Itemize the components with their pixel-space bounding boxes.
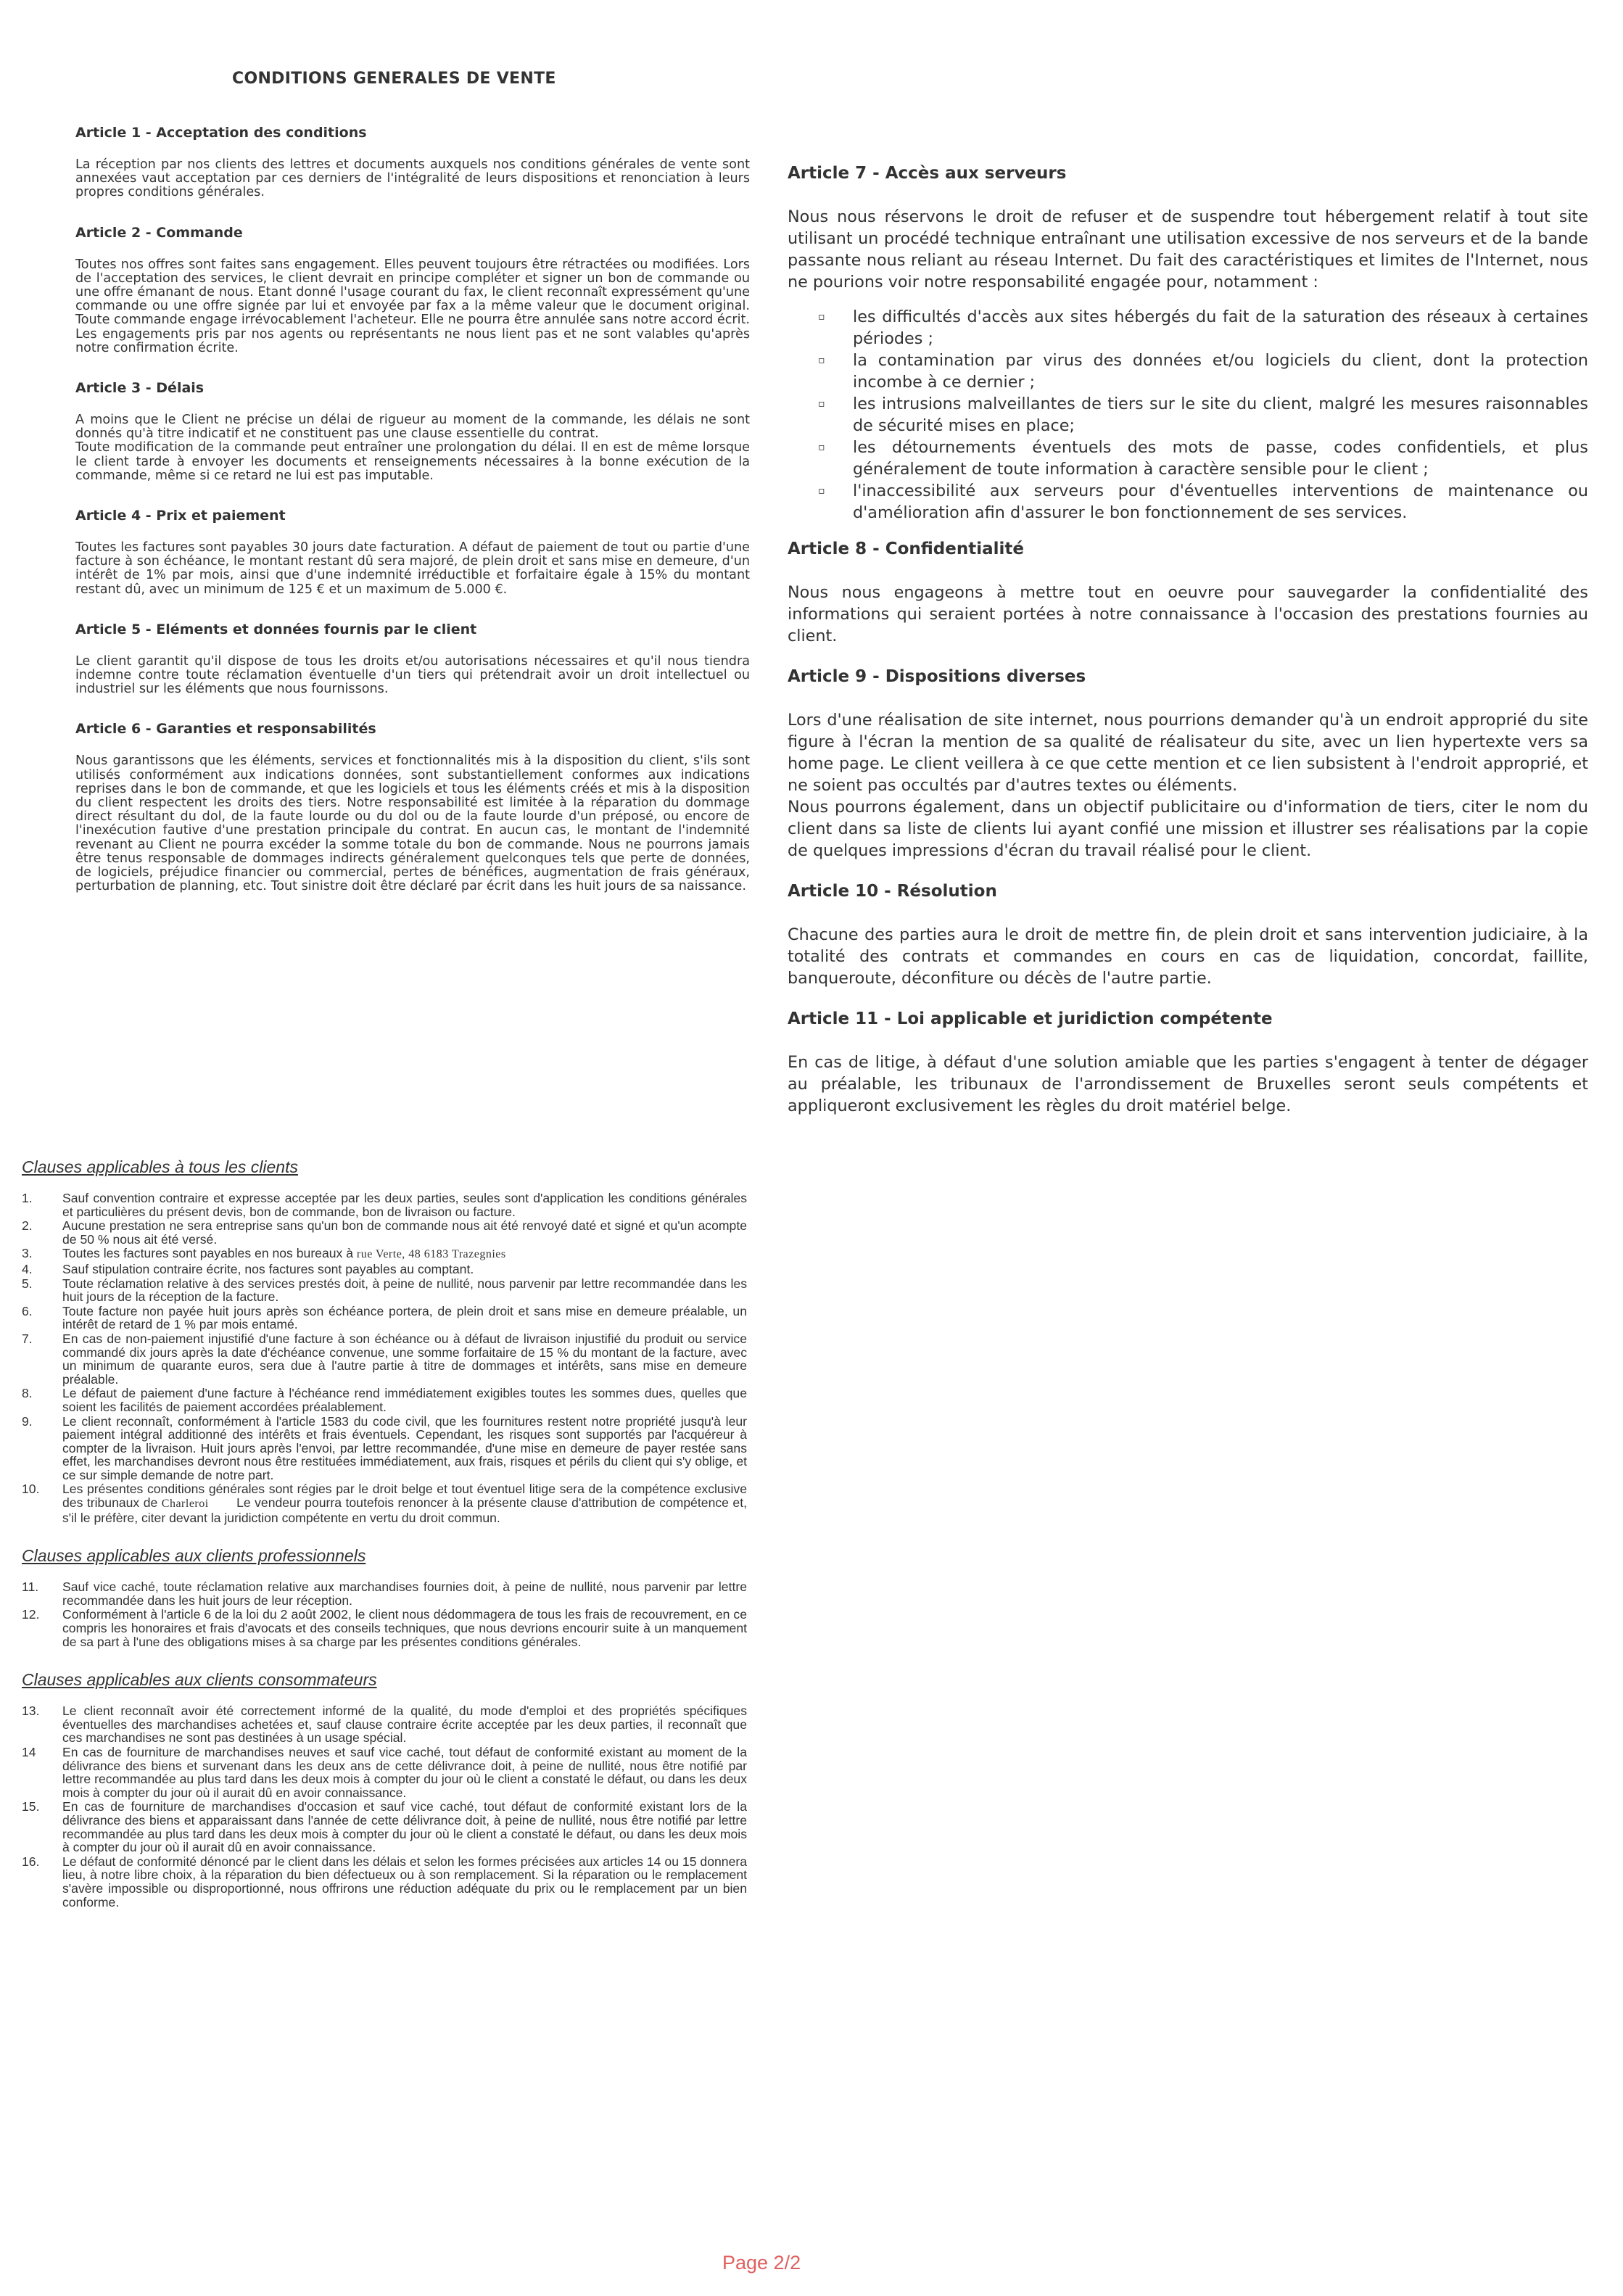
item-text: Le vendeur pourra toutefois renoncer à la présente clause d'attribution de compétence et, s'il le préfère, citer devant la juridiction compétente en vertu du droit commun.: [62, 1495, 747, 1525]
article-body: [75, 541, 750, 597]
article-heading: Article 8 - Confidentialité: [788, 540, 1025, 558]
list-item-text: les difficultés d'accès aux sites hébergés du fait de la saturation des réseaux à certaines périodes ;: [853, 307, 1588, 348]
numbered-list: [22, 1580, 747, 1648]
item-text: Le client reconnaît, conformément à l'article 1583 du code civil, que les fournitures restent notre propriété jusqu'à leur paiement intégral additionné des intérêts et frais éventuels. Cependant, les risques sont supportés par l'acquéreur à compter de la livraison. Huit jours après l'envoi, par lettre recommandée, d'une mise en demeure de payer restée sans effet, les marchandises devront nous être restituées immédiatement, aux frais, risques et périls du client qui s'y oblige, et ce sur simple demande de notre part.: [62, 1413, 747, 1482]
bullet-list: [788, 306, 1588, 524]
paragraph: Nous pourrons également, dans un objectif publicitaire ou d'information de tiers, citer le nom du client dans sa liste de clients lui ayant confié une mission et illustrer ses réalisations par la copie de quelques impressions d'écran du travail réalisé pour le client.: [788, 798, 1588, 860]
article-body: [75, 158, 750, 200]
item-number: 11.: [22, 1579, 39, 1595]
section-heading: Clauses applicables aux clients professionnels: [22, 1546, 366, 1566]
item-number: 10.: [22, 1482, 40, 1497]
page-number: Page 2/2: [722, 2252, 801, 2274]
square-bullet-icon: ▫: [818, 355, 825, 366]
list-item: [22, 1277, 747, 1304]
item-text: Les présentes conditions générales sont régies par le droit belge et tout éventuel litige sera de la compétence exclusive des tribunaux de: [62, 1482, 747, 1511]
numbered-list: [22, 1704, 747, 1909]
article-heading: Article 6 - Garanties et responsabilités: [75, 721, 376, 738]
item-text: En cas de non-paiement injustifié d'une facture à son échéance ou à défaut de livraison injustifié du produit ou service commandé dix jours après la date d'échéance convenue, une somme forfaitaire de 15 % du montant de la facture, avec un minimum de quarante euros, sera due à l'autre partie à titre de dommages et intérêts, sans mise en demeure préalable.: [62, 1331, 747, 1387]
article-body: [75, 258, 750, 355]
paragraph: Nous garantissons que les éléments, services et fonctionnalités mis à la disposition du client, s'ils sont utilisés conformément aux indications données, sont substantiellement conformes aux indications reprises dans le bon de commande, et que les logiciels et tous les éléments créés et mis à la disposition du client respectent les droits des tiers. Notre responsabilité est limitée à la réparation du dommage direct résultant du dol, de la faute lourde ou du dol ou de la faute lourde d'un préposé, ou encore de l'inexécution fautive d'une prestation principale du contrat. En aucun cas, le montant de l'indemnité revenant au Client ne pourra excéder la somme totale du bon de commande. Nous ne pourrons jamais être tenus responsable de dommages indirects généralement quelconques tels que perte de données, de logiciels, préjudice financier ou commercial, pertes de bénéfices, augmentation de frais généraux, perturbation de planning, etc. Tout sinistre doit être déclaré par écrit dans les huit jours de sa naissance.: [75, 753, 750, 894]
list-item: [22, 1746, 747, 1799]
paragraph: Chacune des parties aura le droit de mettre fin, de plein droit et sans intervention judiciaire, à la totalité des contrats et commandes en cours en cas de liquidation, concordat, faillite, banqueroute, déconfiture ou décès de l'autre partie.: [788, 925, 1588, 988]
item-text: Sauf stipulation contraire écrite, nos factures sont payables au comptant.: [62, 1261, 474, 1276]
numbered-list: [22, 1192, 747, 1524]
article-body: [788, 924, 1588, 989]
article-4: [75, 508, 750, 597]
office-address: rue Verte, 48 6183 Trazegnies: [356, 1248, 506, 1261]
article-heading: Article 1 - Acceptation des conditions: [75, 125, 367, 141]
left-column: [75, 125, 750, 919]
item-text: En cas de fourniture de marchandises neuves et sauf vice caché, tout défaut de conformité existant au moment de la délivrance des biens et survenant dans les deux ans de cette délivrance doit, à peine de nullité, nous être notifié par lettre recommandée au plus tard dans les deux mois à compter du jour où le client a constaté le défaut, ou dans les deux mois à compter du jour où il aurait dû en avoir connaissance.: [62, 1745, 747, 1800]
item-text: Aucune prestation ne sera entreprise sans qu'un bon de commande nous ait été renvoyé daté et signé et qu'un acompte de 50 % nous ait été versé.: [62, 1218, 747, 1247]
list-item-text: l'inaccessibilité aux serveurs pour d'éventuelles interventions de maintenance ou d'amélioration afin d'assurer le bon fonctionnement de ses services.: [853, 482, 1588, 522]
paragraph: En cas de litige, à défaut d'une solution amiable que les parties s'engagent à tenter de dégager au préalable, les tribunaux de l'arrondissement de Bruxelles seront seuls compétents et appliqueront exclusivement les règles du droit matériel belge.: [788, 1053, 1588, 1115]
item-number: 5.: [22, 1276, 33, 1291]
list-item: [22, 1800, 747, 1854]
item-text: Le défaut de conformité dénoncé par le client dans les délais et selon les formes précisées aux articles 14 ou 15 donnera lieu, à notre libre choix, à la réparation du bien défectueux ou à son remplacement. Si la réparation ou le remplacement s'avère impossible ou disproportionné, nous offrirons une réduction adéquate du prix ou le remplacement par un bien conforme.: [62, 1854, 747, 1909]
article-1: [75, 125, 750, 200]
list-item: [22, 1704, 747, 1745]
list-item: [22, 1247, 747, 1262]
item-text: Conformément à l'article 6 de la loi du 2 août 2002, le client nous dédommagera de tous les frais de recouvrement, en ce compris les honoraires et frais d'avocats et des conseils techniques, que nous devrions encourir suite à un manquement de sa part à l'une des obligations mises à sa charge par les présentes conditions générales.: [62, 1607, 747, 1649]
court-name: Charleroi: [161, 1498, 209, 1511]
article-heading: Article 5 - Eléments et données fournis par le client: [75, 621, 477, 637]
article-heading: Article 2 - Commande: [75, 224, 243, 241]
article-6: [75, 721, 750, 893]
article-body: [788, 1052, 1588, 1117]
list-item: [22, 1608, 747, 1648]
article-heading: Article 4 - Prix et paiement: [75, 508, 286, 524]
article-heading: Article 9 - Dispositions diverses: [788, 667, 1086, 686]
square-bullet-icon: ▫: [818, 398, 825, 410]
item-text: En cas de fourniture de marchandises d'occasion et sauf vice caché, tout défaut de conformité existant lors de la délivrance des biens et apparaissant dans l'année de cette délivrance doit, à peine de nullité, nous être notifié par lettre recommandée au plus tard dans les deux mois à compter du jour où le client a constaté le défaut, ou dans les deux mois à compter du jour où il aurait dû en avoir connaissance.: [62, 1799, 747, 1855]
list-item: [22, 1219, 747, 1246]
article-11: [788, 1009, 1588, 1117]
right-column: [788, 164, 1588, 1137]
item-number: 16.: [22, 1854, 40, 1869]
list-item: [22, 1387, 747, 1413]
item-text: Toutes les factures sont payables en nos bureaux à: [62, 1246, 353, 1261]
article-body: [75, 655, 750, 697]
article-body: [75, 754, 750, 893]
item-text: Toute facture non payée huit jours après son échéance portera, de plein droit et sans mise en demeure préalable, un intérêt de retard de 1 % par mois entamé.: [62, 1303, 747, 1332]
paragraph: A moins que le Client ne précise un délai de rigueur au moment de la commande, les délais ne sont donnés qu'à titre indicatif et ne constituent pas une clause essentielle du contrat.: [75, 413, 750, 442]
paragraph: Nous nous réservons le droit de refuser et de suspendre tout hébergement relatif à tout site utilisant un procédé technique entraînant une utilisation excessive de nos serveurs et de la bande passante nous reliant au réseau Internet. Du fait des caractéristiques et limites de l'Internet, nous ne pourions voir notre responsabilité engagée pour, notamment :: [788, 207, 1588, 292]
list-item: [22, 1855, 747, 1909]
square-bullet-icon: ▫: [818, 485, 825, 497]
list-item: [818, 393, 1588, 437]
article-heading: Article 10 - Résolution: [788, 882, 997, 901]
item-number: 1.: [22, 1191, 33, 1205]
item-text: Toute réclamation relative à des services prestés doit, à peine de nullité, nous parvenir par lettre recommandée dans les huit jours de la réception de la facture.: [62, 1276, 747, 1305]
paragraph: Toutes nos offres sont faites sans engagement. Elles peuvent toujours être rétractées ou modifiées. Lors de l'acceptation des services, le client devrait en principe compléter et signer un bon de commande ou une offre émanant de nous. Etant donné l'usage courant du fax, le client reconnaît expressément qu'une commande ou une offre signée par lui et envoyée par fax a la même valeur que le document original. Toute commande engage irrévocablement l'acheteur. Elle ne pourra être annulée sans notre accord écrit. Les engagements pris par nos agents ou représentants ne nous lient pas et ne sont valables qu'après notre confirmation écrite.: [75, 257, 750, 355]
paragraph: Toute modification de la commande peut entraîner une prolongation du délai. Il en est de même lorsque le client tarde à envoyer les documents et renseignements nécessaires à la bonne exécution de la commande, même si ce retard ne lui est pas imputable.: [75, 440, 750, 483]
article-body: [788, 582, 1588, 647]
list-item: [22, 1263, 747, 1276]
item-number: 14: [22, 1745, 36, 1759]
item-number: 6.: [22, 1303, 33, 1318]
square-bullet-icon: ▫: [818, 311, 825, 323]
list-item: [22, 1305, 747, 1331]
paragraph: La réception par nos clients des lettres et documents auxquels nos conditions générales de vente sont annexées vaut acceptation par ces derniers de l'intégralité de leurs dispositions et renonciation à leurs propres conditions générales.: [75, 157, 750, 200]
item-text: Le défaut de paiement d'une facture à l'échéance rend immédiatement exigibles toutes les sommes dues, quelles que soient les facilités de paiement accordées préalablement.: [62, 1386, 747, 1414]
paragraph: Toutes les factures sont payables 30 jours date facturation. A défaut de paiement de tout ou partie d'une facture à son échéance, le montant restant dû sera majoré, de plein droit et sans mise en demeure, d'un intérêt de 1% par mois, ainsi que d'une indemnité irréductible et forfaitaire égale à 15% du montant restant dû, avec un minimum de 125 € et un maximum de 5.000 €.: [75, 540, 750, 597]
list-item: [818, 437, 1588, 480]
paragraph: Nous nous engageons à mettre tout en oeuvre pour sauvegarder la confidentialité des informations qui seraient portées à notre connaissance à l'occasion des prestations fournies au client.: [788, 583, 1588, 645]
paragraph: Lors d'une réalisation de site internet, nous pourrions demander qu'à un endroit approprié du site figure à l'écran la mention de sa qualité de réalisateur du site, avec un lien hypertexte vers sa home page. Le client veillera à ce que cette mention et ce lien subsistent à l'endroit approprié, et ne soient pas occultés par d'autres textes ou éléments.: [788, 711, 1588, 795]
item-number: 7.: [22, 1331, 33, 1346]
item-number: 15.: [22, 1799, 40, 1814]
list-item: [818, 306, 1588, 350]
item-number: 12.: [22, 1607, 40, 1622]
article-8: [788, 540, 1588, 647]
list-item: [818, 480, 1588, 524]
article-5: [75, 622, 750, 697]
item-number: 13.: [22, 1704, 40, 1719]
item-number: 9.: [22, 1413, 33, 1429]
item-number: 2.: [22, 1218, 33, 1234]
item-text: Sauf vice caché, toute réclamation relative aux marchandises fournies doit, à peine de nullité, nous parvenir par lettre recommandée dans les huit jours de leur réception.: [62, 1579, 747, 1608]
section-heading: Clauses applicables aux clients consommateurs: [22, 1670, 377, 1690]
list-item: [22, 1332, 747, 1386]
list-item-text: les intrusions malveillantes de tiers sur le site du client, malgré les mesures raisonnables de sécurité mises en place;: [853, 395, 1588, 435]
list-item: [22, 1482, 747, 1524]
square-bullet-icon: ▫: [818, 442, 825, 453]
article-body: [788, 709, 1588, 862]
document-title: CONDITIONS GENERALES DE VENTE: [232, 70, 556, 88]
article-heading: Article 11 - Loi applicable et juridiction compétente: [788, 1009, 1273, 1028]
item-text: Le client reconnaît avoir été correctement informé de la qualité, du mode d'emploi et des propriétés spécifiques éventuelles des marchandises achetées et, sauf clause contraire écrite acceptée par les deux parties, il reconnaît que ces marchandises ne sont pas destinées à un usage spécial.: [62, 1704, 747, 1746]
paragraph: Le client garantit qu'il dispose de tous les droits et/ou autorisations nécessaires et qu'il nous tiendra indemne contre toute réclamation éventuelle d'un tiers qui prétendrait avoir un droit intellectuel ou industriel sur les éléments que nous fournissons.: [75, 653, 750, 697]
article-9: [788, 667, 1588, 862]
list-item: [22, 1580, 747, 1607]
list-item: [818, 350, 1588, 393]
section-heading: Clauses applicables à tous les clients: [22, 1157, 298, 1176]
clauses-section: [22, 1157, 747, 1930]
list-item-text: la contamination par virus des données et/ou logiciels du client, dont la protection incombe à ce dernier ;: [853, 351, 1588, 392]
item-number: 8.: [22, 1386, 33, 1401]
article-2: [75, 225, 750, 355]
list-item-text: les détournements éventuels des mots de passe, codes confidentiels, et plus généralement de toute information à caractère sensible pour le client ;: [853, 438, 1588, 479]
item-number: 3.: [22, 1246, 33, 1261]
item-text: Sauf convention contraire et expresse acceptée par les deux parties, seules sont d'application les conditions générales et particulières du présent devis, bon de commande, bon de livraison ou facture.: [62, 1191, 747, 1219]
article-body: [788, 206, 1588, 293]
article-7: [788, 164, 1588, 524]
article-heading: Article 7 - Accès aux serveurs: [788, 164, 1067, 183]
list-item: [22, 1192, 747, 1218]
article-body: [75, 413, 750, 483]
article-10: [788, 882, 1588, 989]
item-number: 4.: [22, 1261, 33, 1276]
list-item: [22, 1415, 747, 1482]
article-3: [75, 380, 750, 483]
article-heading: Article 3 - Délais: [75, 380, 205, 397]
